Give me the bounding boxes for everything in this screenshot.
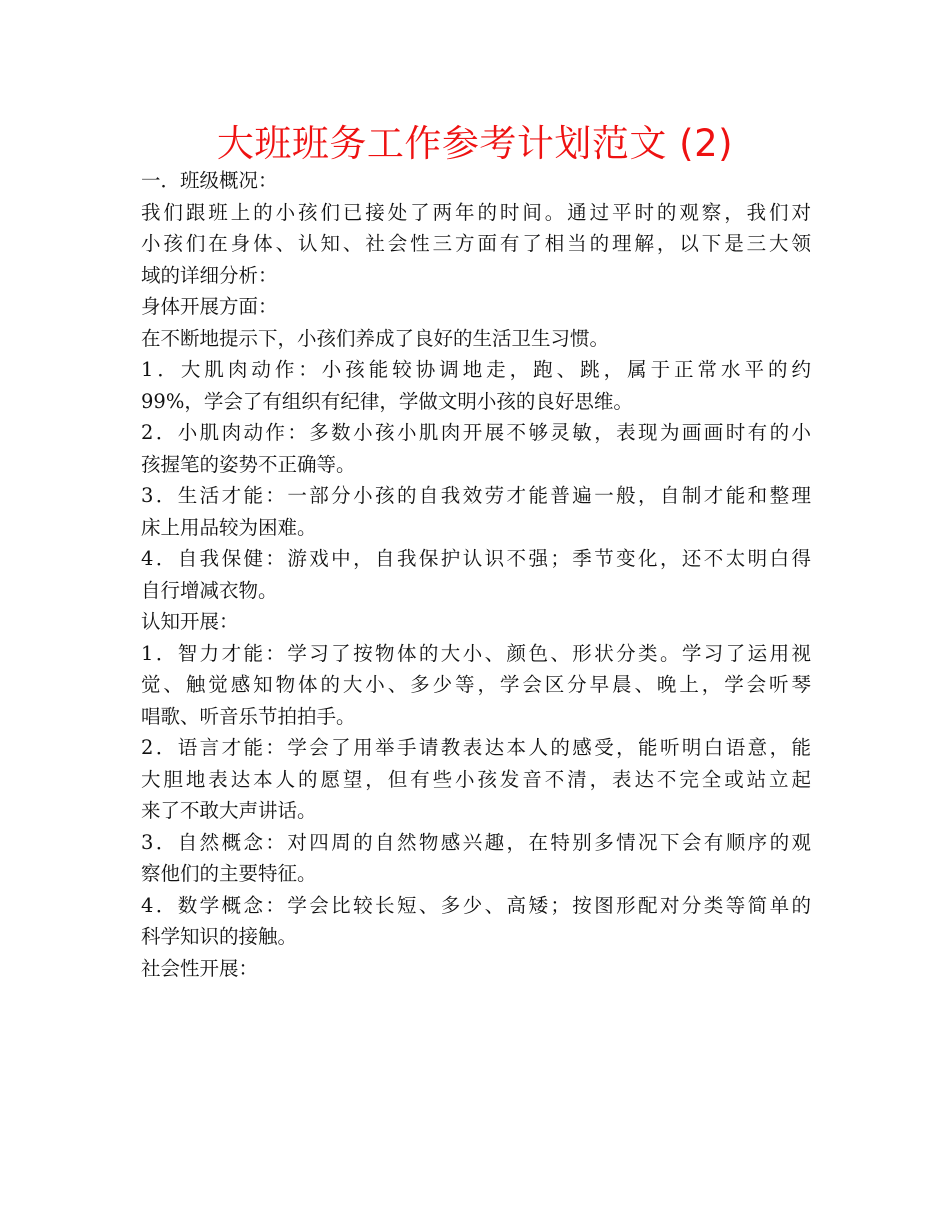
paragraph-line: 小孩们在身体、认知、社会性三方面有了相当的理解，以下是三大领 — [141, 232, 811, 255]
list-item-line: 自行增减衣物。 — [141, 578, 278, 602]
list-item-line: 来了不敢大声讲话。 — [141, 799, 317, 822]
paragraph-line: 我们跟班上的小孩们已接处了两年的时间。通过平时的观察，我们对 — [141, 200, 811, 224]
list-item-line: 3．自然概念：对四周的自然物感兴趣，在特别多情况下会有顺序的观 — [141, 830, 811, 854]
list-item-line: 2．语言才能：学会了用举手请教表达本人的感受，能听明白语意，能 — [141, 736, 811, 759]
list-item-line: 唱歌、听音乐节拍拍手。 — [141, 704, 356, 728]
list-item-line: 科学知识的接触。 — [141, 925, 298, 948]
list-item-line: 大胆地表达本人的愿望，但有些小孩发音不清，表达不完全或站立起 — [141, 767, 811, 791]
list-item-line: 1．智力才能：学习了按物体的大小、颜色、形状分类。学习了运用视 — [141, 641, 811, 665]
list-item-line: 孩握笔的姿势不正确等。 — [141, 452, 356, 476]
section-heading-social: 社会性开展： — [141, 956, 259, 980]
section-heading-class-overview: 一．班级概况： — [141, 169, 278, 192]
paragraph-line: 域的详细分析： — [141, 263, 278, 287]
list-item-line: 察他们的主要特征。 — [141, 862, 317, 885]
document-title: 大班班务工作参考计划范文 (2) — [216, 122, 734, 165]
document-body — [141, 165, 811, 984]
list-item-line: 3．生活才能：一部分小孩的自我效劳才能普遍一般，自制才能和整理 — [141, 484, 811, 507]
list-item-line: 床上用品较为困难。 — [141, 515, 317, 539]
section-heading-physical: 身体开展方面： — [141, 295, 278, 318]
paragraph-line: 在不断地提示下，小孩们养成了良好的生活卫生习惯。 — [141, 326, 610, 350]
list-item-line: 1．大肌肉动作：小孩能较协调地走，跑、跳，属于正常水平的约 — [141, 358, 811, 381]
list-item-line: 觉、触觉感知物体的大小、多少等，学会区分早晨、晚上，学会听琴 — [141, 673, 811, 696]
list-item-line: 4．自我保健：游戏中，自我保护认识不强；季节变化，还不太明白得 — [141, 547, 811, 570]
list-item-line: 2．小肌肉动作：多数小孩小肌肉开展不够灵敏，表现为画画时有的小 — [141, 421, 811, 444]
list-item-line: 4．数学概念：学会比较长短、多少、高矮；按图形配对分类等简单的 — [141, 893, 811, 917]
list-item-line: 99%，学会了有组织有纪律，学做文明小孩的良好思维。 — [141, 389, 633, 413]
section-heading-cognitive: 认知开展： — [141, 610, 239, 633]
